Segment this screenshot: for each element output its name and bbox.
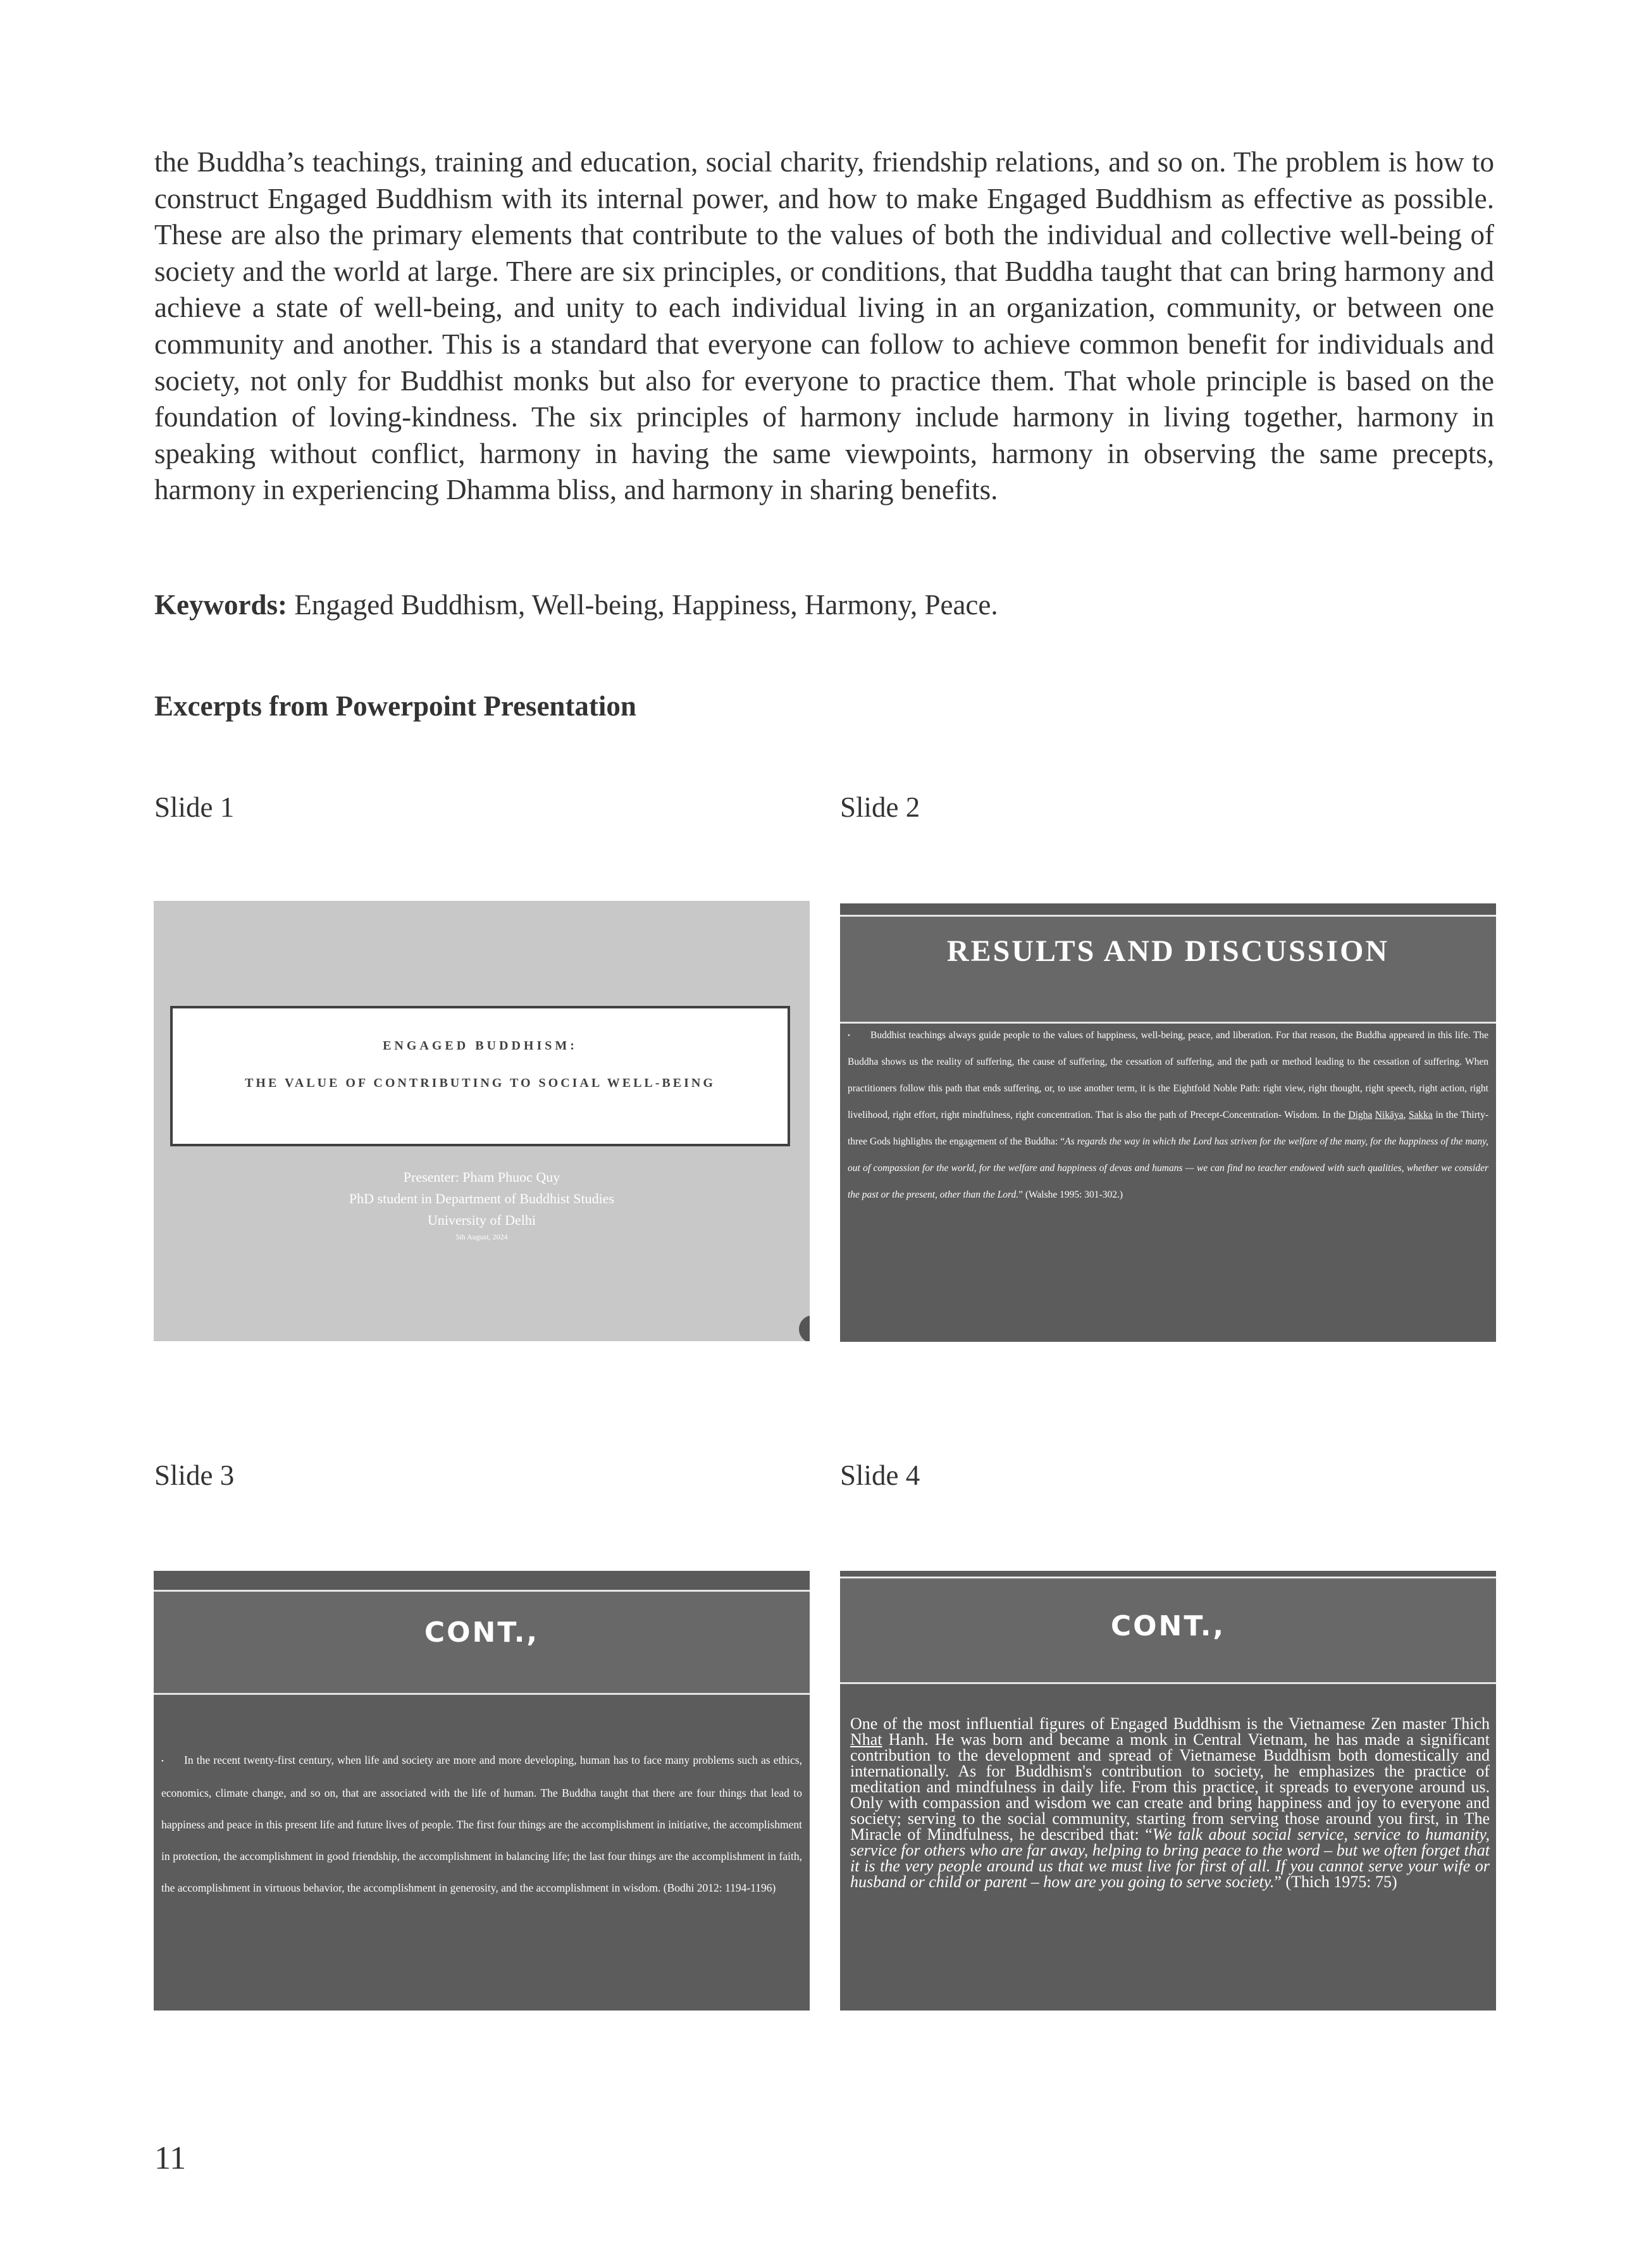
slide-4-citation: ” (Thich 1975: 75) <box>1274 1873 1397 1891</box>
slide-2-bullet: • <box>848 1032 850 1040</box>
slide-2-sakka: Sakka <box>1408 1110 1433 1121</box>
slide-2-body-text: • Buddhist teachings always guide people to the values of happiness, well-being, peace, and liberation. For that reason, the Buddha appeared in this life. The Buddha shows us the reality of suffering, the cause of suffering, the cessation of suffering, and the path or method leading to the cessation of suffering. When practitioners follow this path that ends suffering, or, to use another term, it is the Eightfold Noble Path: right view, right thought, right speech, right action, right livelihood, right effort, right mindfulness, right concentration. That is also the path of Precept-Concentration- Wisdom. In the Digha Nikāya, Sakka in the Thirty-three Gods highlights the engagement of the Buddha: “As regards the way in which the Lord has striven for the welfare of the many, for the happiness of the many, out of compassion for the world, for the welfare and happiness of devas and humans — we can find no teacher endowed with such qualities, whether we consider the past or the present, other than the Lord.” (Walshe 1995: 301-302.) <box>848 1022 1488 1208</box>
slide-1-corner-dot <box>799 1315 810 1341</box>
slide-3-top-rule <box>154 1590 810 1592</box>
slide-label-3: Slide 3 <box>154 1459 235 1491</box>
keywords-label: Keywords: <box>154 589 287 621</box>
slide-2-quote: As regards the way in which the Lord has striven for the welfare of the many, for the happiness of the many, out of compassion for the world, for the welfare and happiness of devas and humans — we can find no teacher endowed with such qualities, whether we consider the past or the present, other than the Lord. <box>848 1136 1488 1201</box>
slide-2-text-b: in the Thirty-three Gods highlights the engagement of the Buddha: “ <box>848 1110 1488 1148</box>
slide-4-body-text <box>850 1716 1490 1890</box>
slide-2-body <box>840 1024 1496 1342</box>
keywords-text: Engaged Buddhism, Well-being, Happiness, Harmony, Peace. <box>287 589 998 621</box>
slide-3-body-text <box>161 1744 802 1904</box>
section-heading: Excerpts from Powerpoint Presentation <box>154 690 636 722</box>
slide-1-presenter-block <box>154 1167 810 1242</box>
slide-4-top-rule <box>840 1577 1496 1578</box>
slide-3 <box>154 1571 810 2011</box>
abstract-paragraph: the Buddha’s teachings, training and education, social charity, friendship relations, and so on. The problem is how to construct Engaged Buddhism with its internal power, and how to make Engaged Buddhism as effective as possible. These are also the primary elements that contribute to the values of both the individual and collective well-being of society and the world at large. There are six principles, or conditions, that Buddha taught that can bring harmony and achieve a state of well-being, and unity to each individual living in an organization, community, or between one community and another. This is a standard that everyone can follow to achieve common benefit for individuals and society, not only for Buddhist monks but also for everyone to practice them. That whole principle is based on the foundation of loving-kindness. The six principles of harmony include harmony in living together, harmony in speaking without conflict, harmony in having the same viewpoints, harmony in observing the same precepts, harmony in experiencing Dhamma bliss, and harmony in sharing benefits. <box>154 146 1494 506</box>
slide-4-title: CONT., <box>1110 1610 1226 1642</box>
slide-2-text-a: Buddhist teachings always guide people to the values of happiness, well-being, peace, and liberation. For that reason, the Buddha appeared in this life. The Buddha shows us the reality of suffering, the cause of suffering, the cessation of suffering, and the path or method leading to the cessation of suffering. When practitioners follow this path that ends suffering, or, to use another term, it is the Eightfold Noble Path: right view, right thought, right speech, right action, right livelihood, right effort, right mindfulness, right concentration. That is also the path of Precept-Concentration- Wisdom. In the <box>848 1030 1488 1121</box>
slide-4-body <box>840 1684 1496 2011</box>
slide-1-program: PhD student in Department of Buddhist Studies <box>349 1191 615 1206</box>
slide-3-bullet: • <box>161 1757 164 1765</box>
slide-4-text-b: Hanh. He was born and became a monk in Central Vietnam, he has made a significant contribution to the development and spread of Vietnamese Buddhism both domestically and internationally. As for Buddhism's contribution to society, he emphasizes the practice of meditation and mindfulness in daily life. From this practice, it spreads to everyone around us. Only with compassion and wisdom we can create and bring happiness and joy to everyone and society; serving to the social community, starting from serving those around you first, in The Miracle of Mindfulness, he described that: “ <box>850 1730 1490 1844</box>
slide-2-title: RESULTS AND DISCUSSION <box>946 934 1390 968</box>
slide-1-title-box <box>170 1006 790 1146</box>
page-number: 11 <box>154 2140 187 2176</box>
keywords-line <box>154 588 998 621</box>
slide-label-2: Slide 2 <box>840 791 920 823</box>
slide-4-top-bar <box>840 1571 1496 1577</box>
slide-4-text-a: One of the most influential figures of Engaged Buddhism is the Vietnamese Zen master Thich <box>850 1714 1490 1733</box>
slide-4-quote: We talk about social service, service to humanity, service for others who are far away, helping to bring peace to the word – but we often forget that it is the very people around us that we must live for first of all. If you cannot serve your wife or husband or child or parent – how are you going to serve society. <box>850 1825 1490 1891</box>
slide-1-title-line-2: THE VALUE OF CONTRIBUTING TO SOCIAL WELL-BEING <box>245 1076 715 1090</box>
slide-2-digha: Digha <box>1348 1110 1373 1121</box>
slide-1-university: University of Delhi <box>427 1212 536 1228</box>
slide-1-title-line-1: ENGAGED BUDDHISM: <box>383 1039 578 1053</box>
slide-label-1: Slide 1 <box>154 791 235 823</box>
slide-3-top-bar <box>154 1571 810 1590</box>
slide-3-body <box>154 1695 810 2011</box>
slide-2 <box>840 903 1496 1342</box>
slide-1 <box>154 901 810 1341</box>
slide-4-nhat: Nhat <box>850 1730 882 1749</box>
slide-3-text: In the recent twenty-first century, when life and society are more and more developing, human has to face many problems such as ethics, economics, climate change, and so on, that are associated with the life of human. The Buddha taught that there are four things that lead to happiness and peace in this present life and future lives of people. The first four things are the accomplishment in initiative, the accomplishment in protection, the accomplishment in good friendship, the accomplishment in balancing life; the last four things are the accomplishment in faith, the accomplishment in virtuous behavior, the accomplishment in generosity, and the accomplishment in wisdom. (Bodhi 2012: 1194-1196) <box>161 1754 802 1894</box>
slide-2-top-rule <box>840 915 1496 917</box>
slide-2-citation: ” (Walshe 1995: 301-302.) <box>1018 1189 1123 1201</box>
slide-label-4: Slide 4 <box>840 1459 920 1491</box>
slide-3-title: CONT., <box>424 1616 540 1649</box>
slide-1-presenter: Presenter: Pham Phuoc Quy <box>403 1169 560 1185</box>
slide-1-date: 5th August, 2024 <box>455 1232 508 1241</box>
slide-2-top-bar <box>840 903 1496 915</box>
slide-4 <box>840 1571 1496 2011</box>
slide-2-nikaya: Nikāya <box>1375 1110 1404 1121</box>
